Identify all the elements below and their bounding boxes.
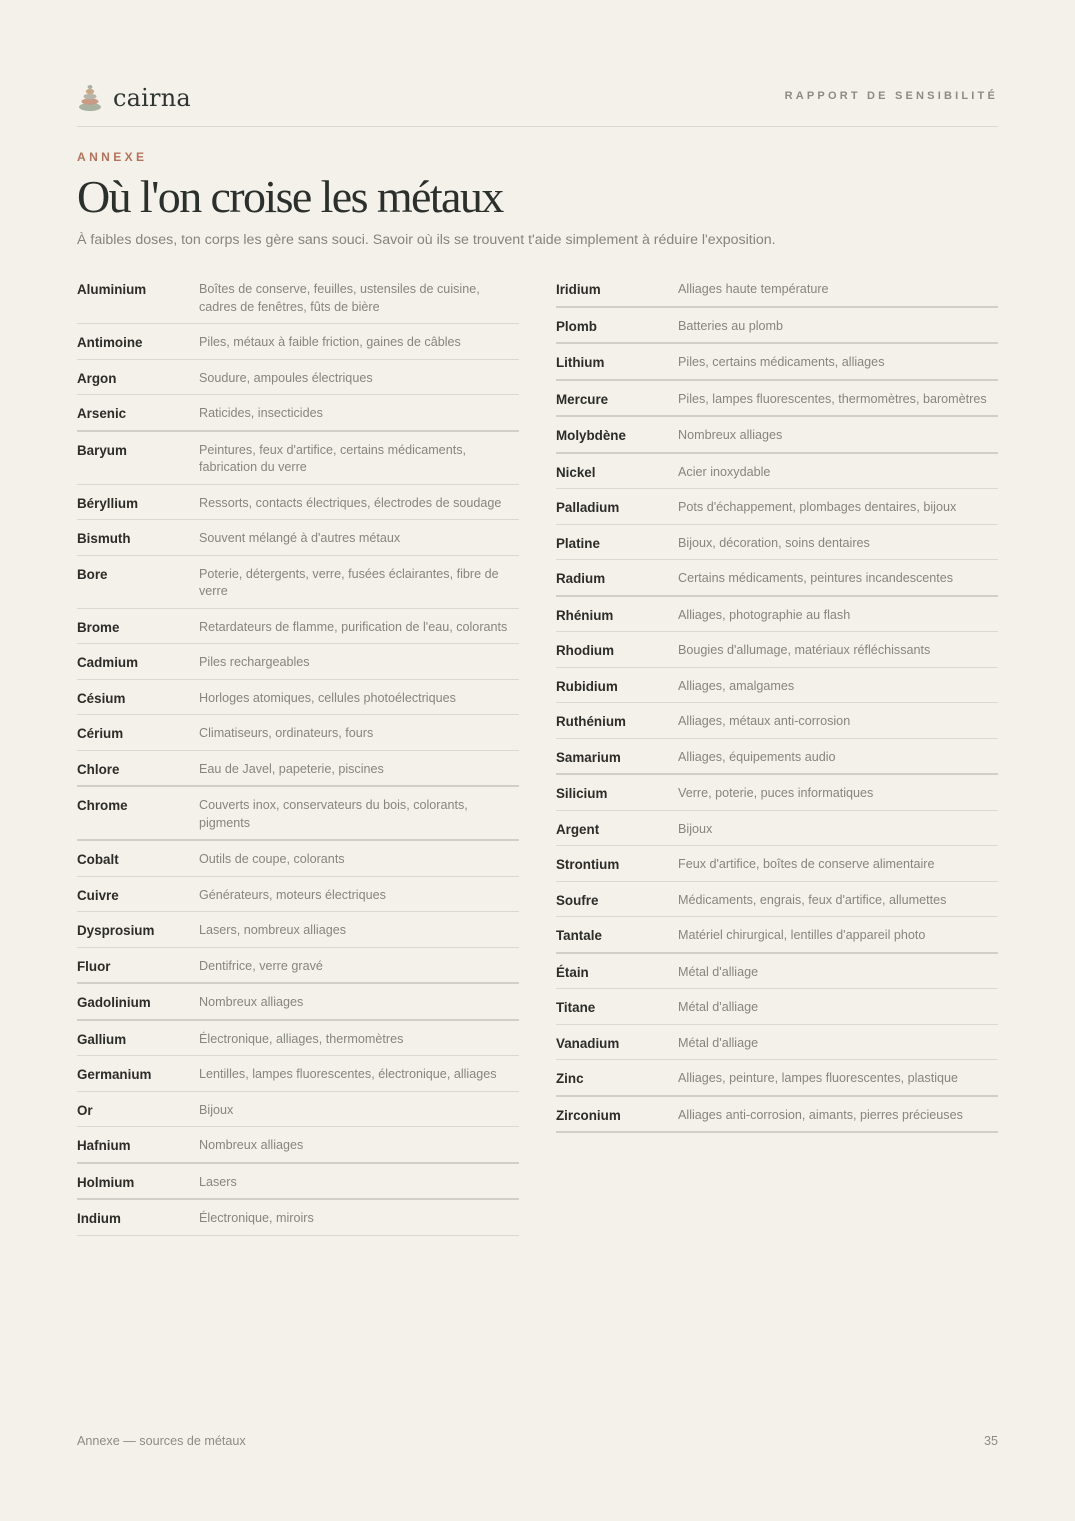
table-row — [556, 739, 998, 776]
metal-sources: Climatiseurs, ordinateurs, fours — [199, 726, 374, 740]
metal-sources: Poterie, détergents, verre, fusées éclairantes, fibre de verre — [199, 566, 499, 598]
metal-sources: Pots d'échappement, plombages dentaires, bijoux — [678, 500, 957, 514]
metal-name: Tantale — [556, 928, 602, 943]
metal-sources: Électronique, alliages, thermomètres — [199, 1031, 404, 1046]
table-row — [77, 1164, 519, 1201]
metal-sources: Bijoux — [678, 821, 713, 836]
metal-sources: Peintures, feux d'artifice, certains médicaments, fabrication du verre — [199, 442, 466, 474]
metal-sources: Eau de Javel, papeterie, piscines — [199, 761, 384, 776]
table-row — [77, 912, 519, 948]
metal-sources: Électronique, miroirs — [199, 1211, 314, 1225]
metal-name: Rhodium — [556, 643, 615, 658]
table-row — [77, 1092, 519, 1128]
metal-name: Soufre — [556, 892, 599, 908]
metal-sources: Souvent mélangé à d'autres métaux — [199, 531, 401, 545]
report-label: RAPPORT DE SENSIBILITÉ — [784, 90, 998, 102]
table-row — [556, 381, 998, 418]
metal-name: Fluor — [77, 958, 111, 974]
table-row — [556, 668, 998, 704]
table-row — [77, 1127, 519, 1164]
metals-table-left — [77, 271, 519, 1236]
metal-sources: Horloges atomiques, cellules photoélectriques — [199, 690, 456, 705]
metal-sources: Ressorts, contacts électriques, électrodes de soudage — [199, 495, 502, 510]
metal-name: Antimoine — [77, 335, 143, 350]
metal-name: Rubidium — [556, 678, 618, 694]
table-row — [556, 344, 998, 381]
metal-sources: Bijoux — [199, 1102, 234, 1117]
metal-name: Zinc — [556, 1071, 584, 1086]
metal-name: Indium — [77, 1211, 121, 1226]
table-row — [556, 560, 998, 597]
metal-name: Hafnium — [77, 1138, 131, 1153]
metal-sources: Acier inoxydable — [678, 464, 771, 479]
table-row — [556, 489, 998, 525]
stacked-stones-icon — [77, 83, 103, 113]
metal-sources: Alliages, métaux anti-corrosion — [678, 714, 851, 728]
metal-name: Silicium — [556, 786, 608, 801]
metal-name: Ruthénium — [556, 714, 626, 729]
table-row — [77, 715, 519, 751]
metal-name: Gadolinium — [77, 995, 151, 1010]
metal-name: Arsenic — [77, 406, 127, 421]
metals-table-right — [556, 271, 998, 1133]
metal-sources: Piles, métaux à faible friction, gaines de câbles — [199, 335, 461, 349]
metal-sources: Raticides, insecticides — [199, 406, 323, 420]
metal-name: Radium — [556, 571, 606, 586]
metal-sources: Nombreux alliages — [199, 1138, 304, 1152]
metal-name: Titane — [556, 1000, 596, 1015]
section-eyebrow: ANNEXE — [77, 150, 148, 164]
metal-name: Nickel — [556, 464, 596, 480]
brand-logo — [77, 83, 191, 113]
table-row — [556, 525, 998, 561]
header-divider — [77, 126, 998, 127]
table-row — [77, 485, 519, 521]
metal-name: Iridium — [556, 282, 601, 297]
metal-sources: Générateurs, moteurs électriques — [199, 887, 386, 902]
metal-sources: Alliages, peinture, lampes fluorescentes, plastique — [678, 1071, 959, 1085]
metal-sources: Bijoux, décoration, soins dentaires — [678, 535, 870, 550]
metal-name: Rhénium — [556, 607, 614, 623]
metal-name: Cérium — [77, 726, 124, 741]
metal-sources: Verre, poterie, puces informatiques — [678, 786, 874, 800]
metal-sources: Alliages anti-corrosion, aimants, pierres précieuses — [678, 1107, 963, 1122]
table-row — [77, 432, 519, 485]
table-row — [556, 271, 998, 308]
metal-name: Argent — [556, 821, 600, 837]
metal-name: Samarium — [556, 749, 621, 765]
metal-name: Germanium — [77, 1067, 152, 1082]
table-row — [77, 841, 519, 877]
metal-sources: Bougies d'allumage, matériaux réfléchissants — [678, 643, 931, 657]
footer-section-label: Annexe — sources de métaux — [77, 1434, 246, 1448]
table-row — [77, 877, 519, 913]
metal-name: Strontium — [556, 857, 620, 872]
page-subtitle: À faibles doses, ton corps les gère sans souci. Savoir où ils se trouvent t'aide simplement à réduire l'exposition. — [77, 232, 776, 248]
metal-sources: Soudure, ampoules électriques — [199, 370, 373, 385]
table-row — [77, 1021, 519, 1057]
table-row — [556, 703, 998, 739]
table-row — [77, 984, 519, 1021]
metal-name: Étain — [556, 964, 589, 980]
metal-sources: Couverts inox, conservateurs du bois, colorants, pigments — [199, 798, 468, 830]
table-row — [77, 324, 519, 360]
metal-name: Béryllium — [77, 495, 139, 511]
metal-sources: Piles rechargeables — [199, 655, 310, 669]
page — [77, 0, 998, 1521]
metal-sources: Feux d'artifice, boîtes de conserve alimentaire — [678, 857, 935, 871]
page-title: Où l'on croise les métaux — [77, 171, 503, 222]
metal-name: Lithium — [556, 355, 605, 370]
metal-name: Gallium — [77, 1031, 127, 1047]
table-row — [77, 271, 519, 324]
table-row — [556, 1097, 998, 1134]
table-row — [556, 811, 998, 847]
metal-sources: Métal d'alliage — [678, 1035, 759, 1050]
metal-sources: Alliages, amalgames — [678, 678, 795, 693]
table-row — [77, 360, 519, 396]
metal-sources: Métal d'alliage — [678, 1000, 759, 1014]
table-row — [77, 395, 519, 432]
metal-name: Or — [77, 1102, 93, 1118]
metal-name: Holmium — [77, 1174, 135, 1190]
table-row — [556, 1025, 998, 1061]
metal-name: Molybdène — [556, 428, 626, 443]
metal-name: Cobalt — [77, 852, 119, 867]
metal-name: Aluminium — [77, 282, 147, 297]
brand-name: cairna — [113, 84, 191, 112]
table-row — [77, 787, 519, 841]
table-row — [77, 751, 519, 788]
table-row — [556, 454, 998, 490]
table-row — [556, 846, 998, 882]
metal-sources: Piles, lampes fluorescentes, thermomètres, baromètres — [678, 391, 987, 406]
table-row — [77, 644, 519, 680]
table-row — [77, 609, 519, 645]
metal-sources: Médicaments, engrais, feux d'artifice, allumettes — [678, 892, 947, 907]
metal-name: Bore — [77, 566, 108, 582]
metal-sources: Matériel chirurgical, lentilles d'appareil photo — [678, 928, 926, 942]
metal-name: Chrome — [77, 798, 128, 813]
metal-name: Bismuth — [77, 531, 131, 546]
metal-name: Dysprosium — [77, 923, 155, 938]
metal-sources: Boîtes de conserve, feuilles, ustensiles de cuisine, cadres de fenêtres, fûts de bière — [199, 282, 480, 314]
metal-name: Palladium — [556, 500, 620, 515]
table-row — [556, 882, 998, 918]
metal-sources: Retardateurs de flamme, purification de l'eau, colorants — [199, 619, 508, 634]
metal-sources: Nombreux alliages — [678, 428, 783, 442]
table-row — [556, 954, 998, 990]
metal-name: Argon — [77, 370, 117, 386]
metal-sources: Outils de coupe, colorants — [199, 852, 345, 866]
metal-name: Cadmium — [77, 655, 139, 670]
table-row — [556, 917, 998, 954]
metal-name: Césium — [77, 690, 126, 706]
table-row — [77, 1200, 519, 1236]
metal-sources: Dentifrice, verre gravé — [199, 958, 323, 973]
metal-name: Brome — [77, 619, 120, 635]
metal-sources: Alliages haute température — [678, 282, 829, 296]
table-row — [77, 948, 519, 985]
metal-sources: Nombreux alliages — [199, 995, 304, 1009]
table-row — [556, 597, 998, 633]
metal-name: Vanadium — [556, 1035, 620, 1051]
table-row — [556, 417, 998, 454]
metal-sources: Alliages, équipements audio — [678, 749, 836, 764]
metal-sources: Batteries au plomb — [678, 318, 784, 333]
page-number: 35 — [983, 1434, 998, 1448]
table-row — [556, 1060, 998, 1097]
table-row — [556, 308, 998, 345]
table-row — [556, 775, 998, 811]
metal-sources: Métal d'alliage — [678, 964, 759, 979]
table-row — [77, 520, 519, 556]
metal-name: Zirconium — [556, 1107, 621, 1123]
table-row — [77, 680, 519, 716]
metal-name: Mercure — [556, 391, 609, 407]
metal-sources: Lentilles, lampes fluorescentes, électronique, alliages — [199, 1067, 497, 1081]
metal-sources: Alliages, photographie au flash — [678, 607, 851, 622]
table-row — [556, 632, 998, 668]
page-header — [77, 83, 998, 113]
metal-name: Baryum — [77, 442, 127, 458]
table-row — [77, 556, 519, 609]
metal-sources: Piles, certains médicaments, alliages — [678, 355, 885, 369]
metal-sources: Certains médicaments, peintures incandescentes — [678, 571, 954, 585]
metal-name: Platine — [556, 535, 600, 551]
metal-sources: Lasers, nombreux alliages — [199, 923, 347, 937]
metal-name: Cuivre — [77, 887, 119, 903]
metal-name: Plomb — [556, 318, 597, 334]
table-row — [556, 989, 998, 1025]
metal-name: Chlore — [77, 761, 120, 777]
table-row — [77, 1056, 519, 1092]
metal-sources: Lasers — [199, 1174, 237, 1189]
